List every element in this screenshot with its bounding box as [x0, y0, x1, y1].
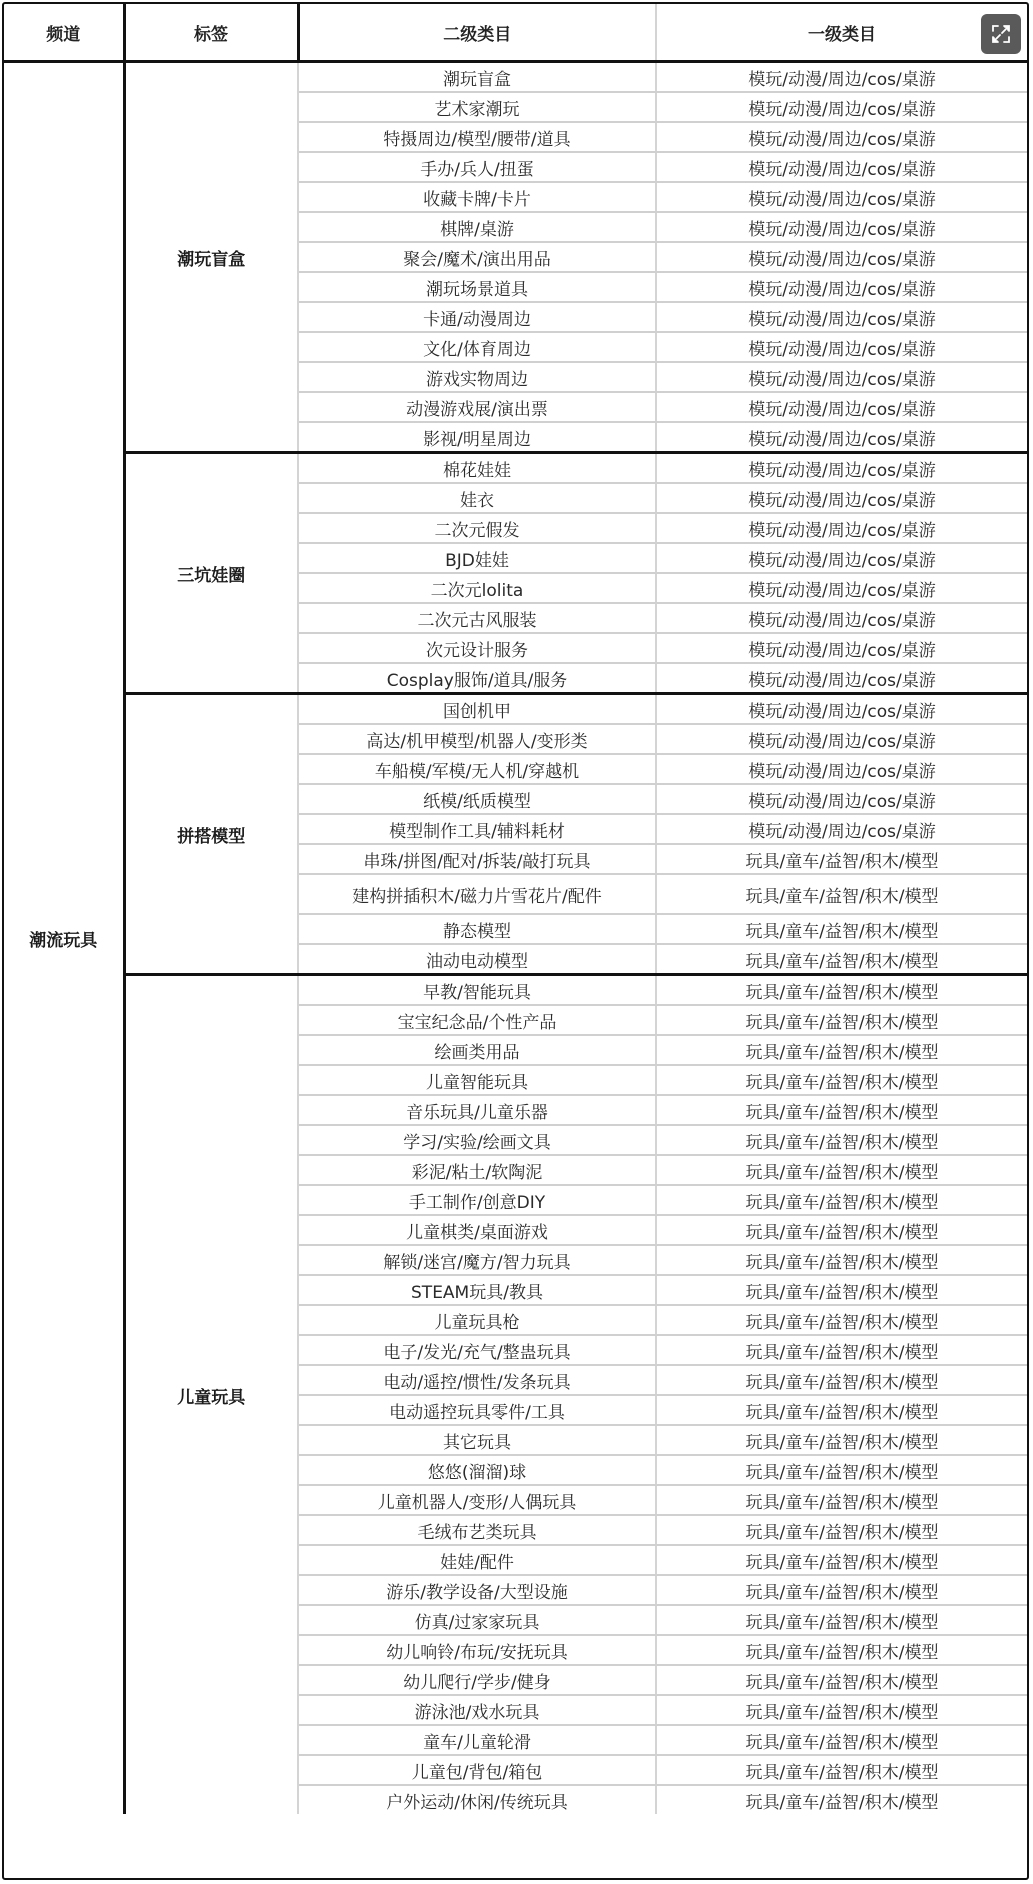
- category-table: [4, 4, 1027, 1814]
- primary-category-cell: 玩具/童车/益智/积木/模型: [656, 1065, 1027, 1095]
- secondary-category-cell: 动漫游戏展/演出票: [298, 392, 656, 422]
- table-row: [4, 453, 1027, 484]
- secondary-category-cell: 建构拼插积木/磁力片雪花片/配件: [298, 874, 656, 914]
- header-primary-category: 一级类目: [656, 4, 1027, 62]
- primary-category-cell: 模玩/动漫/周边/cos/桌游: [656, 784, 1027, 814]
- primary-category-cell: 模玩/动漫/周边/cos/桌游: [656, 302, 1027, 332]
- primary-category-cell: 模玩/动漫/周边/cos/桌游: [656, 483, 1027, 513]
- primary-category-cell: 玩具/童车/益智/积木/模型: [656, 944, 1027, 975]
- secondary-category-cell: 二次元lolita: [298, 573, 656, 603]
- primary-category-cell: 玩具/童车/益智/积木/模型: [656, 1305, 1027, 1335]
- tag-cell: 潮玩盲盒: [124, 62, 298, 453]
- secondary-category-cell: 娃衣: [298, 483, 656, 513]
- secondary-category-cell: 童车/儿童轮滑: [298, 1725, 656, 1755]
- primary-category-cell: 玩具/童车/益智/积木/模型: [656, 1755, 1027, 1785]
- secondary-category-cell: 宝宝纪念品/个性产品: [298, 1005, 656, 1035]
- primary-category-cell: 玩具/童车/益智/积木/模型: [656, 1275, 1027, 1305]
- secondary-category-cell: STEAM玩具/教具: [298, 1275, 656, 1305]
- secondary-category-cell: 纸模/纸质模型: [298, 784, 656, 814]
- secondary-category-cell: 手工制作/创意DIY: [298, 1185, 656, 1215]
- table-row: [4, 975, 1027, 1006]
- secondary-category-cell: 其它玩具: [298, 1425, 656, 1455]
- channel-cell: 潮流玩具: [4, 62, 124, 1815]
- primary-category-cell: 模玩/动漫/周边/cos/桌游: [656, 633, 1027, 663]
- expand-button[interactable]: [981, 14, 1021, 54]
- secondary-category-cell: 棋牌/桌游: [298, 212, 656, 242]
- primary-category-cell: 模玩/动漫/周边/cos/桌游: [656, 122, 1027, 152]
- secondary-category-cell: 潮玩场景道具: [298, 272, 656, 302]
- primary-category-cell: 玩具/童车/益智/积木/模型: [745, 1792, 939, 1813]
- secondary-category-cell: 幼儿响铃/布玩/安抚玩具: [298, 1635, 656, 1665]
- secondary-category-cell: 游泳池/戏水玩具: [298, 1695, 656, 1725]
- secondary-category-cell: 电子/发光/充气/整蛊玩具: [298, 1335, 656, 1365]
- primary-category-cell: 模玩/动漫/周边/cos/桌游: [656, 182, 1027, 212]
- primary-category-cell: 模玩/动漫/周边/cos/桌游: [656, 92, 1027, 122]
- primary-category-cell: 模玩/动漫/周边/cos/桌游: [656, 332, 1027, 362]
- primary-category-cell: 玩具/童车/益智/积木/模型: [656, 1695, 1027, 1725]
- primary-category-cell: 玩具/童车/益智/积木/模型: [656, 1515, 1027, 1545]
- primary-category-cell: 模玩/动漫/周边/cos/桌游: [656, 272, 1027, 302]
- expand-fullscreen-icon: [991, 24, 1011, 44]
- secondary-category-cell: 娃娃/配件: [298, 1545, 656, 1575]
- primary-category-cell: 玩具/童车/益智/积木/模型: [656, 1155, 1027, 1185]
- secondary-category-cell: Cosplay服饰/道具/服务: [298, 663, 656, 694]
- secondary-category-cell: 影视/明星周边: [298, 422, 656, 453]
- primary-category-cell: 玩具/童车/益智/积木/模型: [656, 1185, 1027, 1215]
- header-secondary-category: 二级类目: [298, 4, 656, 62]
- secondary-category-cell: 早教/智能玩具: [298, 975, 656, 1006]
- primary-category-cell: 模玩/动漫/周边/cos/桌游: [656, 603, 1027, 633]
- primary-category-cell: 模玩/动漫/周边/cos/桌游: [656, 513, 1027, 543]
- header-tag: 标签: [124, 4, 298, 62]
- secondary-category-cell: 儿童机器人/变形/人偶玩具: [298, 1485, 656, 1515]
- primary-category-cell: 模玩/动漫/周边/cos/桌游: [656, 724, 1027, 754]
- primary-category-cell: 玩具/童车/益智/积木/模型: [656, 1335, 1027, 1365]
- secondary-category-cell: 油动电动模型: [298, 944, 656, 975]
- primary-category-cell: 玩具/童车/益智/积木/模型: [656, 975, 1027, 1006]
- secondary-category-cell: BJD娃娃: [298, 543, 656, 573]
- tag-cell: 拼搭模型: [124, 694, 298, 975]
- secondary-category-cell: 高达/机甲模型/机器人/变形类: [298, 724, 656, 754]
- primary-category-cell: 玩具/童车/益智/积木/模型: [656, 1005, 1027, 1035]
- secondary-category-cell: 收藏卡牌/卡片: [298, 182, 656, 212]
- secondary-category-cell: 幼儿爬行/学步/健身: [298, 1665, 656, 1695]
- secondary-category-cell: 卡通/动漫周边: [298, 302, 656, 332]
- secondary-category-cell: 文化/体育周边: [298, 332, 656, 362]
- secondary-category-cell: 户外运动/休闲/传统玩具: [298, 1785, 656, 1814]
- secondary-category-cell: 聚会/魔术/演出用品: [298, 242, 656, 272]
- secondary-category-cell: 儿童智能玩具: [298, 1065, 656, 1095]
- primary-category-cell: 模玩/动漫/周边/cos/桌游: [656, 242, 1027, 272]
- primary-category-cell: 玩具/童车/益智/积木/模型: [656, 1125, 1027, 1155]
- primary-category-cell: 玩具/童车/益智/积木/模型: [656, 874, 1027, 914]
- secondary-category-cell: 棉花娃娃: [298, 453, 656, 484]
- secondary-category-cell: 二次元假发: [298, 513, 656, 543]
- primary-category-cell: 玩具/童车/益智/积木/模型: [656, 1545, 1027, 1575]
- table-body: [4, 62, 1027, 1815]
- secondary-category-cell: 串珠/拼图/配对/拆装/敲打玩具: [298, 844, 656, 874]
- secondary-category-cell: 游乐/教学设备/大型设施: [298, 1575, 656, 1605]
- primary-category-cell: 模玩/动漫/周边/cos/桌游: [656, 422, 1027, 453]
- primary-category-cell: 玩具/童车/益智/积木/模型: [656, 1605, 1027, 1635]
- primary-category-cell: 玩具/童车/益智/积木/模型: [656, 1725, 1027, 1755]
- primary-category-cell: 模玩/动漫/周边/cos/桌游: [656, 694, 1027, 725]
- secondary-category-cell: 静态模型: [298, 914, 656, 944]
- secondary-category-cell: 儿童包/背包/箱包: [298, 1755, 656, 1785]
- secondary-category-cell: 二次元古风服装: [298, 603, 656, 633]
- header-channel: 频道: [4, 4, 124, 62]
- secondary-category-cell: 悠悠(溜溜)球: [298, 1455, 656, 1485]
- primary-category-cell: 玩具/童车/益智/积木/模型: [656, 1425, 1027, 1455]
- primary-category-cell: 模玩/动漫/周边/cos/桌游: [656, 392, 1027, 422]
- primary-category-cell: 模玩/动漫/周边/cos/桌游: [656, 754, 1027, 784]
- secondary-category-cell: 彩泥/粘土/软陶泥: [298, 1155, 656, 1185]
- primary-category-cell: 玩具/童车/益智/积木/模型: [656, 1245, 1027, 1275]
- secondary-category-cell: 模型制作工具/辅料耗材: [298, 814, 656, 844]
- primary-category-cell: 玩具/童车/益智/积木/模型: [656, 844, 1027, 874]
- category-table-container: [2, 2, 1029, 1880]
- table-row: [4, 694, 1027, 725]
- secondary-category-cell: 车船模/军模/无人机/穿越机: [298, 754, 656, 784]
- secondary-category-cell: 电动遥控玩具零件/工具: [298, 1395, 656, 1425]
- primary-category-cell: 玩具/童车/益智/积木/模型: [656, 1455, 1027, 1485]
- primary-category-cell: 模玩/动漫/周边/cos/桌游: [656, 453, 1027, 484]
- primary-category-cell: 玩具/童车/益智/积木/模型: [656, 1485, 1027, 1515]
- secondary-category-cell: 音乐玩具/儿童乐器: [298, 1095, 656, 1125]
- primary-category-cell: 模玩/动漫/周边/cos/桌游: [656, 362, 1027, 392]
- primary-category-cell: 模玩/动漫/周边/cos/桌游: [656, 573, 1027, 603]
- secondary-category-cell: 次元设计服务: [298, 633, 656, 663]
- secondary-category-cell: 游戏实物周边: [298, 362, 656, 392]
- tag-cell: 三坑娃圈: [124, 453, 298, 694]
- primary-category-cell: 模玩/动漫/周边/cos/桌游: [656, 62, 1027, 93]
- secondary-category-cell: 潮玩盲盒: [298, 62, 656, 93]
- primary-category-cell: 模玩/动漫/周边/cos/桌游: [656, 814, 1027, 844]
- primary-category-cell: 模玩/动漫/周边/cos/桌游: [656, 152, 1027, 182]
- secondary-category-cell: 电动/遥控/惯性/发条玩具: [298, 1365, 656, 1395]
- primary-category-cell: 玩具/童车/益智/积木/模型: [656, 1635, 1027, 1665]
- primary-category-cell: 玩具/童车/益智/积木/模型: [656, 1665, 1027, 1695]
- secondary-category-cell: 特摄周边/模型/腰带/道具: [298, 122, 656, 152]
- primary-category-cell: 玩具/童车/益智/积木/模型: [656, 1215, 1027, 1245]
- secondary-category-cell: 毛绒布艺类玩具: [298, 1515, 656, 1545]
- primary-category-cell: 模玩/动漫/周边/cos/桌游: [656, 543, 1027, 573]
- primary-category-cell: 模玩/动漫/周边/cos/桌游: [656, 663, 1027, 694]
- secondary-category-cell: 绘画类用品: [298, 1035, 656, 1065]
- primary-category-cell: 玩具/童车/益智/积木/模型: [656, 1365, 1027, 1395]
- primary-category-cell: 玩具/童车/益智/积木/模型: [656, 1575, 1027, 1605]
- secondary-category-cell: 儿童棋类/桌面游戏: [298, 1215, 656, 1245]
- table-header-row: [4, 4, 1027, 62]
- secondary-category-cell: 学习/实验/绘画文具: [298, 1125, 656, 1155]
- primary-category-cell: 模玩/动漫/周边/cos/桌游: [656, 212, 1027, 242]
- primary-category-cell: 玩具/童车/益智/积木/模型: [656, 914, 1027, 944]
- primary-category-cell: 玩具/童车/益智/积木/模型: [656, 1035, 1027, 1065]
- secondary-category-cell: 艺术家潮玩: [298, 92, 656, 122]
- secondary-category-cell: 解锁/迷宫/魔方/智力玩具: [298, 1245, 656, 1275]
- primary-category-cell: 玩具/童车/益智/积木/模型: [656, 1095, 1027, 1125]
- secondary-category-cell: 手办/兵人/扭蛋: [298, 152, 656, 182]
- primary-category-cell: 玩具/童车/益智/积木/模型: [656, 1395, 1027, 1425]
- secondary-category-cell: 国创机甲: [298, 694, 656, 725]
- secondary-category-cell: 仿真/过家家玩具: [298, 1605, 656, 1635]
- secondary-category-cell: 儿童玩具枪: [298, 1305, 656, 1335]
- tag-cell: 儿童玩具: [124, 975, 298, 1815]
- table-row: [4, 62, 1027, 93]
